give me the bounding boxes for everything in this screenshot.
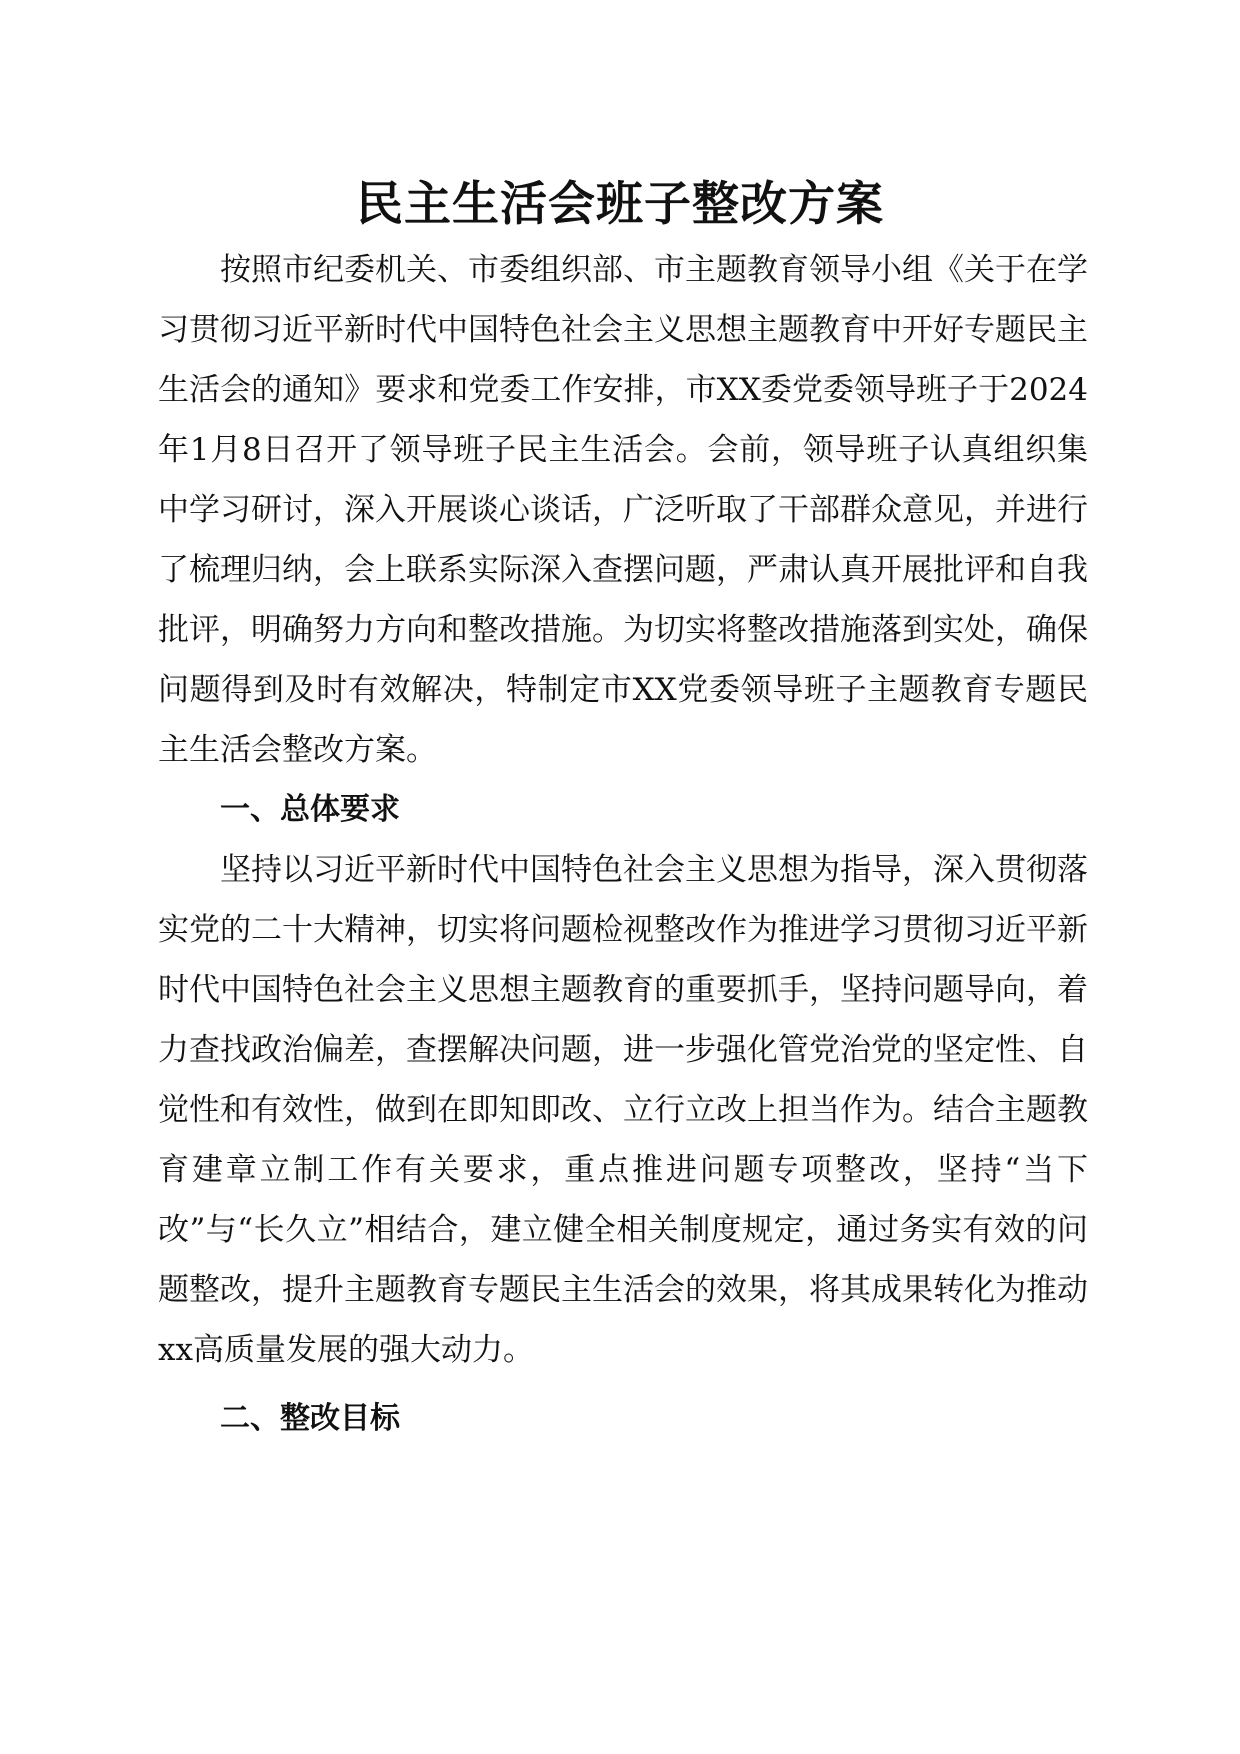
document-title: 民主生活会班子整改方案 [356, 177, 884, 232]
intro-paragraph: 按照市纪委机关、市委组织部、市主题教育领导小组《关于在学习贯彻习近平新时代中国特色社会主义思想主题教育中开好专题民主生活会的通知》要求和党委工作安排，市XX委党委领导班子于2024年1月8日召开了领导班子民主生活会。会前，领导班子认真组织集中学习研讨，深入开展谈心谈话，广泛听取了干部群众意见，并进行了梳理归纳，会上联系实际深入查摆问题，严肃认真开展批评和自我批评，明确努力方向和整改措施。为切实将整改措施落到实处，确保问题得到及时有效解决，特制定市XX党委领导班子主题教育专题民主生活会整改方案。 [158, 252, 1088, 768]
section-heading-rectification-goals: 二、整改目标 [220, 1401, 400, 1436]
section-heading-overall-requirements: 一、总体要求 [220, 792, 400, 827]
document-body [158, 240, 1088, 1452]
overall-requirements-paragraph: 坚持以习近平新时代中国特色社会主义思想为指导，深入贯彻落实党的二十大精神，切实将问题检视整改作为推进学习贯彻习近平新时代中国特色社会主义思想主题教育的重要抓手，坚持问题导向，着力查找政治偏差，查摆解决问题，进一步强化管党治党的坚定性、自觉性和有效性，做到在即知即改、立行立改上担当作为。结合主题教育建章立制工作有关要求，重点推进问题专项整改，坚持“当下改”与“长久立”相结合，建立健全相关制度规定，通过务实有效的问题整改，提升主题教育专题民主生活会的效果，将其成果转化为推动xx高质量发展的强大动力。 [158, 852, 1088, 1368]
